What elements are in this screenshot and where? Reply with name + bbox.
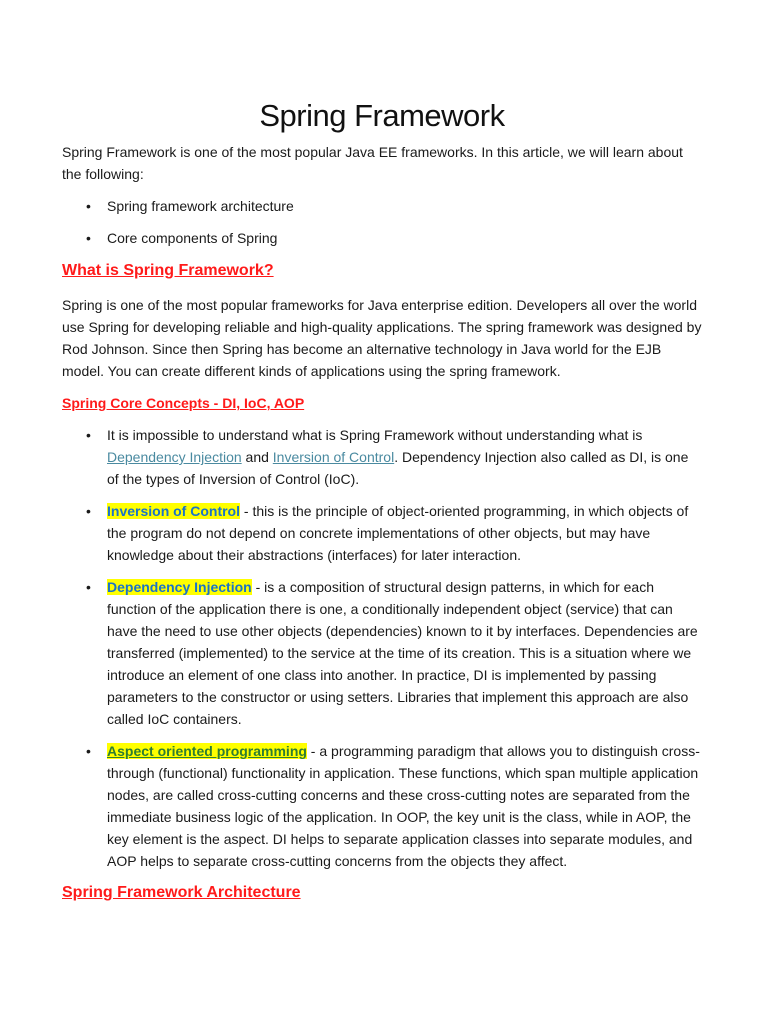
- term-aspect-oriented-programming[interactable]: Aspect oriented programming: [107, 743, 307, 759]
- list-item: • Spring framework architecture: [107, 195, 702, 217]
- list-item: [107, 424, 702, 490]
- concepts-list: [62, 424, 702, 872]
- page-title: Spring Framework: [259, 98, 505, 133]
- document-page: [62, 96, 702, 904]
- intro-list: [62, 195, 702, 249]
- section-heading-what-is-spring[interactable]: What is Spring Framework?: [62, 262, 274, 279]
- term-dependency-injection[interactable]: Dependency Injection: [107, 579, 252, 595]
- item-text: . Dependency Injection also called as DI, is one of the types of Inversion of Control (IoC).: [107, 449, 689, 487]
- inversion-of-control-link[interactable]: Inversion of Control: [272, 449, 395, 465]
- list-item: [107, 740, 702, 872]
- section-paragraph: Spring is one of the most popular frameworks for Java enterprise edition. Developers all over the world use Spring for developing reliable and high-quality applications. The spring framework was designed by Rod Johnson. Since then Spring has become an alternative technology in Java world for the EJB model. You can create different kinds of applications using the spring framework.: [62, 297, 702, 379]
- item-text: - this is the principle of object-oriented programming, in which objects of the program do not depend on concrete implementations of other objects, but may have knowledge about their abstractions (interfaces) for later interaction.: [107, 503, 689, 563]
- section-heading-core-concepts[interactable]: Spring Core Concepts - DI, IoC, AOP: [62, 395, 305, 411]
- section-heading-architecture[interactable]: Spring Framework Architecture: [62, 884, 301, 901]
- list-item: [107, 576, 702, 730]
- item-text: It is impossible to understand what is Spring Framework without understanding what is: [107, 427, 643, 443]
- term-inversion-of-control[interactable]: Inversion of Control: [107, 503, 240, 519]
- item-text: - a programming paradigm that allows you to distinguish cross-through (functional) functionality in application. These functions, which span multiple application nodes, are called cross-cutting concerns and these cross-cutting notes are separated from the immediate business logic of the application. In OOP, the key unit is the class, while in AOP, the key element is the aspect. DI helps to separate application classes into separate modules, and AOP helps to separate cross-cutting concerns from the objects they affect.: [107, 743, 700, 869]
- item-text: - is a composition of structural design patterns, in which for each function of the application there is one, a conditionally independent object (service) that can have the need to use other objects (dependencies) known to it by interfaces. Dependencies are transferred (implemented) to the service at the time of its creation. This is a situation where we introduce an element of one class into another. In practice, DI is implemented by passing parameters to the constructor or using setters. Libraries that implement this approach are also called IoC containers.: [107, 579, 698, 727]
- dependency-injection-link[interactable]: Dependency Injection: [107, 449, 242, 465]
- item-text: and: [241, 449, 273, 465]
- intro-paragraph: Spring Framework is one of the most popular Java EE frameworks. In this article, we will learn about the following:: [62, 144, 683, 182]
- list-item: [107, 500, 702, 566]
- list-item: • Core components of Spring: [107, 227, 702, 249]
